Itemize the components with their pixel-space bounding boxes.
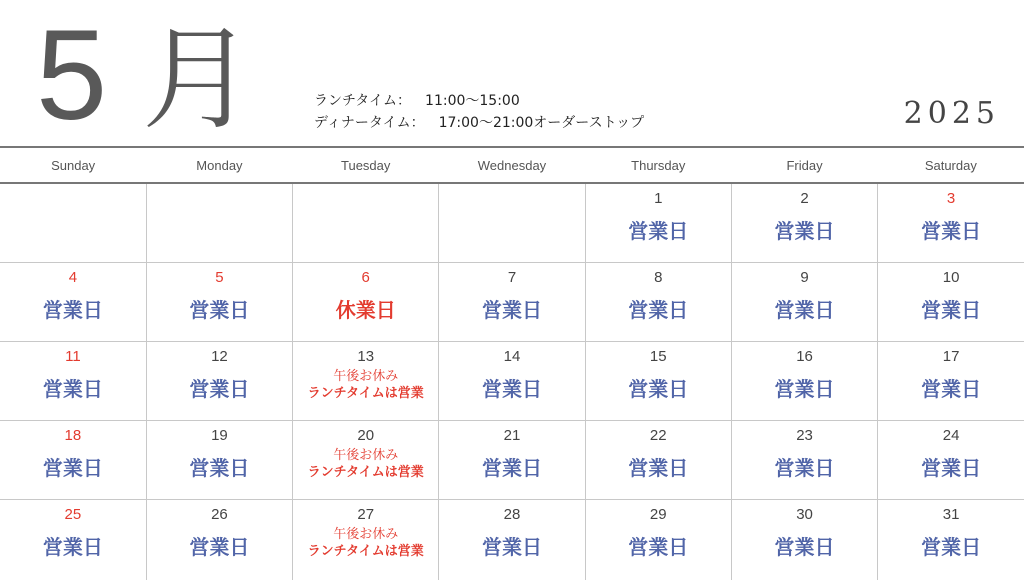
open-day-status: 営業日: [586, 218, 731, 244]
day-number: 19: [147, 427, 292, 445]
day-cell: [439, 421, 585, 500]
day-number: 15: [586, 348, 731, 366]
day-number: 30: [732, 506, 877, 524]
day-cell: [293, 263, 439, 342]
open-day-status: 営業日: [147, 534, 292, 560]
day-number: 29: [586, 506, 731, 524]
weekday-thursday: Thursday: [585, 147, 731, 183]
day-cell: [878, 183, 1024, 263]
lunch-hours-row: [314, 90, 644, 112]
weekday-header-row: [0, 147, 1024, 183]
empty-day-cell: [293, 183, 439, 263]
day-number: 28: [439, 506, 584, 524]
day-cell: [585, 263, 731, 342]
open-day-status: 営業日: [147, 297, 292, 323]
day-number: 23: [732, 427, 877, 445]
empty-day-cell: [146, 183, 292, 263]
open-day-status: 営業日: [878, 297, 1024, 323]
day-cell: [293, 500, 439, 580]
open-day-status: 営業日: [439, 455, 584, 481]
day-number: 16: [732, 348, 877, 366]
open-day-status: 営業日: [0, 376, 146, 402]
week-row: [0, 500, 1024, 580]
day-number: 21: [439, 427, 584, 445]
day-cell: [731, 342, 877, 421]
weekday-sunday: Sunday: [0, 147, 146, 183]
open-day-status: 営業日: [878, 218, 1024, 244]
day-number: 17: [878, 348, 1024, 366]
week-row: [0, 342, 1024, 421]
year: 2025: [904, 96, 1000, 131]
day-cell: [0, 342, 146, 421]
weekday-monday: Monday: [146, 147, 292, 183]
week-row: [0, 183, 1024, 263]
open-day-status: 営業日: [732, 534, 877, 560]
day-cell: [878, 421, 1024, 500]
day-number: 4: [0, 269, 146, 287]
dinner-time: 17:00〜21:00オーダーストップ: [439, 115, 645, 131]
day-number: 7: [439, 269, 584, 287]
day-cell: [585, 500, 731, 580]
afternoon-closed-note: 午後お休み: [293, 526, 438, 543]
day-number: 5: [147, 269, 292, 287]
open-day-status: 営業日: [0, 455, 146, 481]
open-day-status: 営業日: [0, 534, 146, 560]
day-cell: [878, 342, 1024, 421]
day-cell: [293, 342, 439, 421]
afternoon-closed-note: 午後お休み: [293, 368, 438, 385]
day-cell: [585, 342, 731, 421]
lunch-label: ランチタイム：: [314, 90, 411, 112]
day-number: 24: [878, 427, 1024, 445]
day-cell: [731, 263, 877, 342]
day-cell: [731, 183, 877, 263]
day-cell: [585, 421, 731, 500]
day-cell: [731, 500, 877, 580]
day-number: 1: [586, 190, 731, 208]
day-number: 18: [0, 427, 146, 445]
day-number: 2: [732, 190, 877, 208]
day-cell: [0, 500, 146, 580]
day-cell: [731, 421, 877, 500]
weekday-wednesday: Wednesday: [439, 147, 585, 183]
day-number: 14: [439, 348, 584, 366]
weekday-saturday: Saturday: [878, 147, 1024, 183]
open-day-status: 営業日: [147, 455, 292, 481]
day-cell: [878, 263, 1024, 342]
day-number: 25: [0, 506, 146, 524]
day-number: 12: [147, 348, 292, 366]
day-number: 8: [586, 269, 731, 287]
weekday-tuesday: Tuesday: [293, 147, 439, 183]
day-number: 9: [732, 269, 877, 287]
day-cell: [146, 342, 292, 421]
open-day-status: 営業日: [878, 376, 1024, 402]
day-number: 3: [878, 190, 1024, 208]
dinner-label: ディナータイム：: [314, 112, 425, 134]
lunch-open-note: ランチタイムは営業: [293, 543, 438, 560]
day-cell: [146, 263, 292, 342]
open-day-status: 営業日: [878, 455, 1024, 481]
day-number: 20: [293, 427, 438, 445]
open-day-status: 営業日: [439, 297, 584, 323]
open-day-status: 営業日: [586, 455, 731, 481]
day-number: 6: [293, 269, 438, 287]
business-hours: [314, 90, 644, 134]
open-day-status: 営業日: [586, 534, 731, 560]
open-day-status: 営業日: [732, 455, 877, 481]
open-day-status: 営業日: [439, 534, 584, 560]
open-day-status: 営業日: [586, 376, 731, 402]
day-cell: [439, 263, 585, 342]
day-cell: [146, 500, 292, 580]
week-row: [0, 421, 1024, 500]
lunch-open-note: ランチタイムは営業: [293, 385, 438, 402]
open-day-status: 営業日: [586, 297, 731, 323]
day-cell: [0, 421, 146, 500]
day-cell: [878, 500, 1024, 580]
open-day-status: 営業日: [732, 218, 877, 244]
day-cell: [293, 421, 439, 500]
open-day-status: 営業日: [147, 376, 292, 402]
day-number: 22: [586, 427, 731, 445]
dinner-hours-row: [314, 112, 644, 134]
empty-day-cell: [0, 183, 146, 263]
day-number: 10: [878, 269, 1024, 287]
open-day-status: 営業日: [732, 297, 877, 323]
day-cell: [146, 421, 292, 500]
day-cell: [585, 183, 731, 263]
afternoon-closed-note: 午後お休み: [293, 447, 438, 464]
empty-day-cell: [439, 183, 585, 263]
open-day-status: 営業日: [439, 376, 584, 402]
day-number: 11: [0, 348, 146, 366]
open-day-status: 営業日: [0, 297, 146, 323]
open-day-status: 営業日: [878, 534, 1024, 560]
open-day-status: 営業日: [732, 376, 877, 402]
day-number: 13: [293, 348, 438, 366]
lunch-open-note: ランチタイムは営業: [293, 464, 438, 481]
month-kanji: 月: [142, 20, 254, 140]
lunch-time: 11:00〜15:00: [425, 93, 520, 109]
calendar-grid: [0, 146, 1024, 580]
day-cell: [439, 500, 585, 580]
day-cell: [0, 263, 146, 342]
weekday-friday: Friday: [731, 147, 877, 183]
day-number: 26: [147, 506, 292, 524]
day-number: 31: [878, 506, 1024, 524]
month-number: 5: [36, 12, 107, 140]
week-row: [0, 263, 1024, 342]
day-number: 27: [293, 506, 438, 524]
day-cell: [439, 342, 585, 421]
closed-day-status: 休業日: [293, 297, 438, 323]
